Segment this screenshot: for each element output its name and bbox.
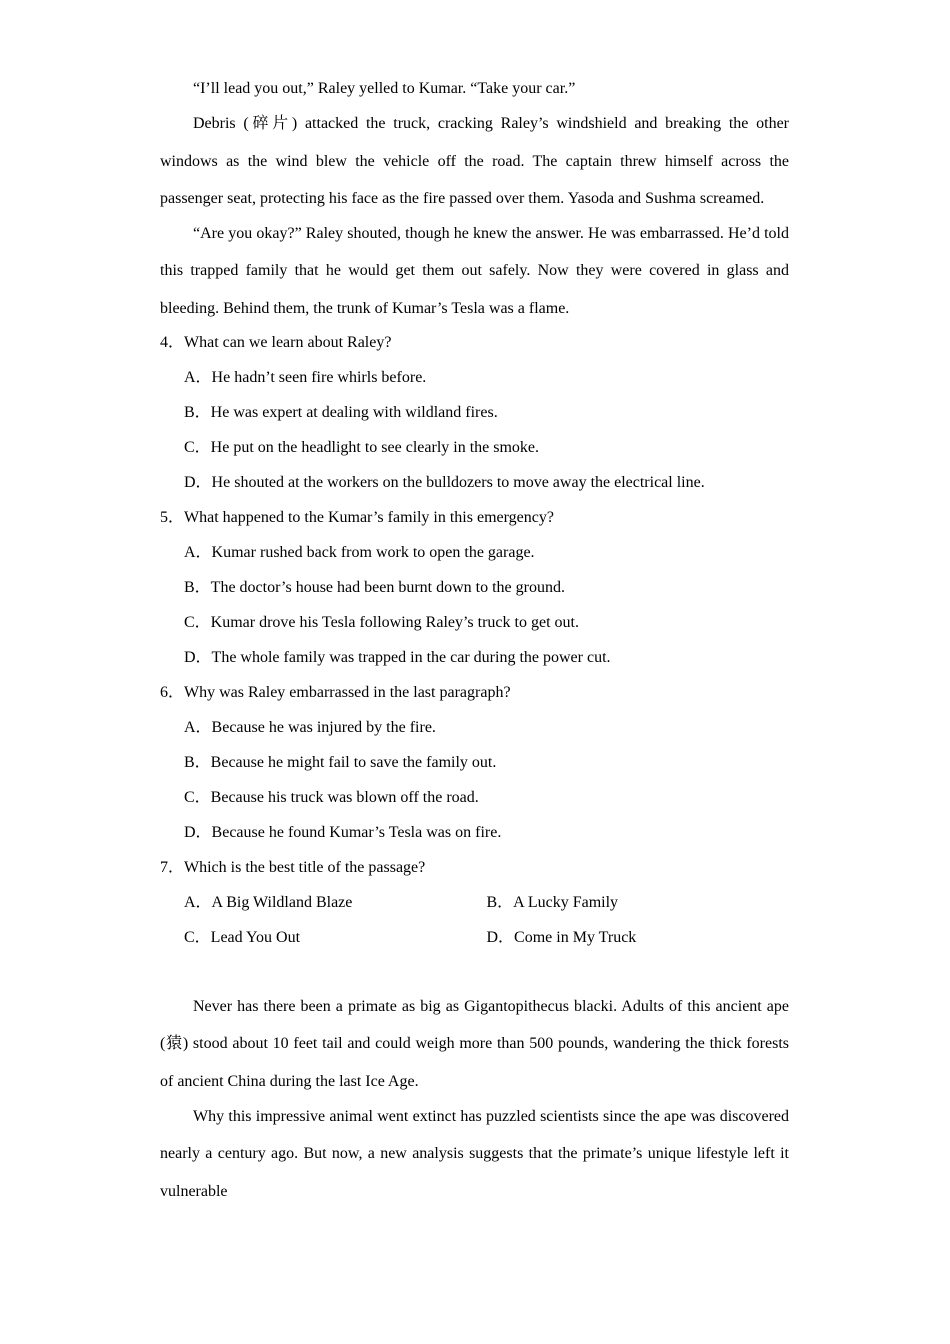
section-gap	[160, 955, 789, 988]
option-b: B．He was expert at dealing with wildland fires.	[184, 404, 498, 422]
options-row-1	[160, 885, 789, 920]
question-6	[160, 675, 789, 850]
question-stem: 7．Which is the best title of the passage?	[160, 859, 426, 877]
question-7	[160, 850, 789, 955]
document-content	[160, 70, 789, 1208]
option-c: C．Kumar drove his Tesla following Raley’s truck to get out.	[184, 614, 579, 632]
question-stem: 6．Why was Raley embarrassed in the last paragraph?	[160, 684, 511, 702]
option-c: C．Because his truck was blown off the road.	[184, 789, 479, 807]
option-d: D．Come in My Truck	[486, 929, 637, 947]
option-b: B．Because he might fail to save the family out.	[184, 754, 497, 772]
option-b: B．The doctor’s house had been burnt down to the ground.	[184, 579, 565, 597]
passage-a-paragraph-1: “I’ll lead you out,” Raley yelled to Kumar. “Take your car.”	[193, 80, 576, 97]
option-d: D．Because he found Kumar’s Tesla was on fire.	[184, 824, 502, 842]
option-c: C．Lead You Out	[184, 929, 301, 947]
option-c: C．He put on the headlight to see clearly in the smoke.	[184, 439, 540, 457]
question-5	[160, 500, 789, 675]
question-4	[160, 325, 789, 500]
option-a: A．Because he was injured by the fire.	[184, 719, 436, 737]
passage-b-paragraph-1: Never has there been a primate as big as Gigantopithecus blacki. Adults of this ancient ape (猿) stood about 10 feet tail and could weigh more than 500 pounds, wandering the thick forests of ancient China during the last Ice Age.	[160, 998, 789, 1090]
option-a: A．Kumar rushed back from work to open the garage.	[184, 544, 535, 562]
passage-a-paragraph-2: Debris (碎片) attacked the truck, cracking Raley’s windshield and breaking the other windows as the wind blew the vehicle off the road. The captain threw himself across the passenger seat, protecting his face as the fire passed over them. Yasoda and Sushma screamed.	[160, 115, 789, 207]
option-b: B．A Lucky Family	[486, 894, 619, 912]
option-d: D．The whole family was trapped in the car during the power cut.	[184, 649, 611, 667]
passage-b-paragraph-2: Why this impressive animal went extinct has puzzled scientists since the ape was discovered nearly a century ago. But now, a new analysis suggests that the primate’s unique lifestyle left it vulnerable	[160, 1107, 789, 1200]
passage-a-paragraph-3: “Are you okay?” Raley shouted, though he knew the answer. He was embarrassed. He’d told this trapped family that he would get them out safely. Now they were covered in glass and bleeding. Behind them, the trunk of Kumar’s Tesla was a flame.	[160, 225, 789, 317]
option-d: D．He shouted at the workers on the bulldozers to move away the electrical line.	[184, 474, 705, 492]
option-a: A．A Big Wildland Blaze	[184, 894, 353, 912]
options-row-2	[160, 920, 789, 955]
question-stem: 5．What happened to the Kumar’s family in this emergency?	[160, 509, 554, 527]
question-stem: 4．What can we learn about Raley?	[160, 334, 392, 352]
option-a: A．He hadn’t seen fire whirls before.	[184, 369, 427, 387]
